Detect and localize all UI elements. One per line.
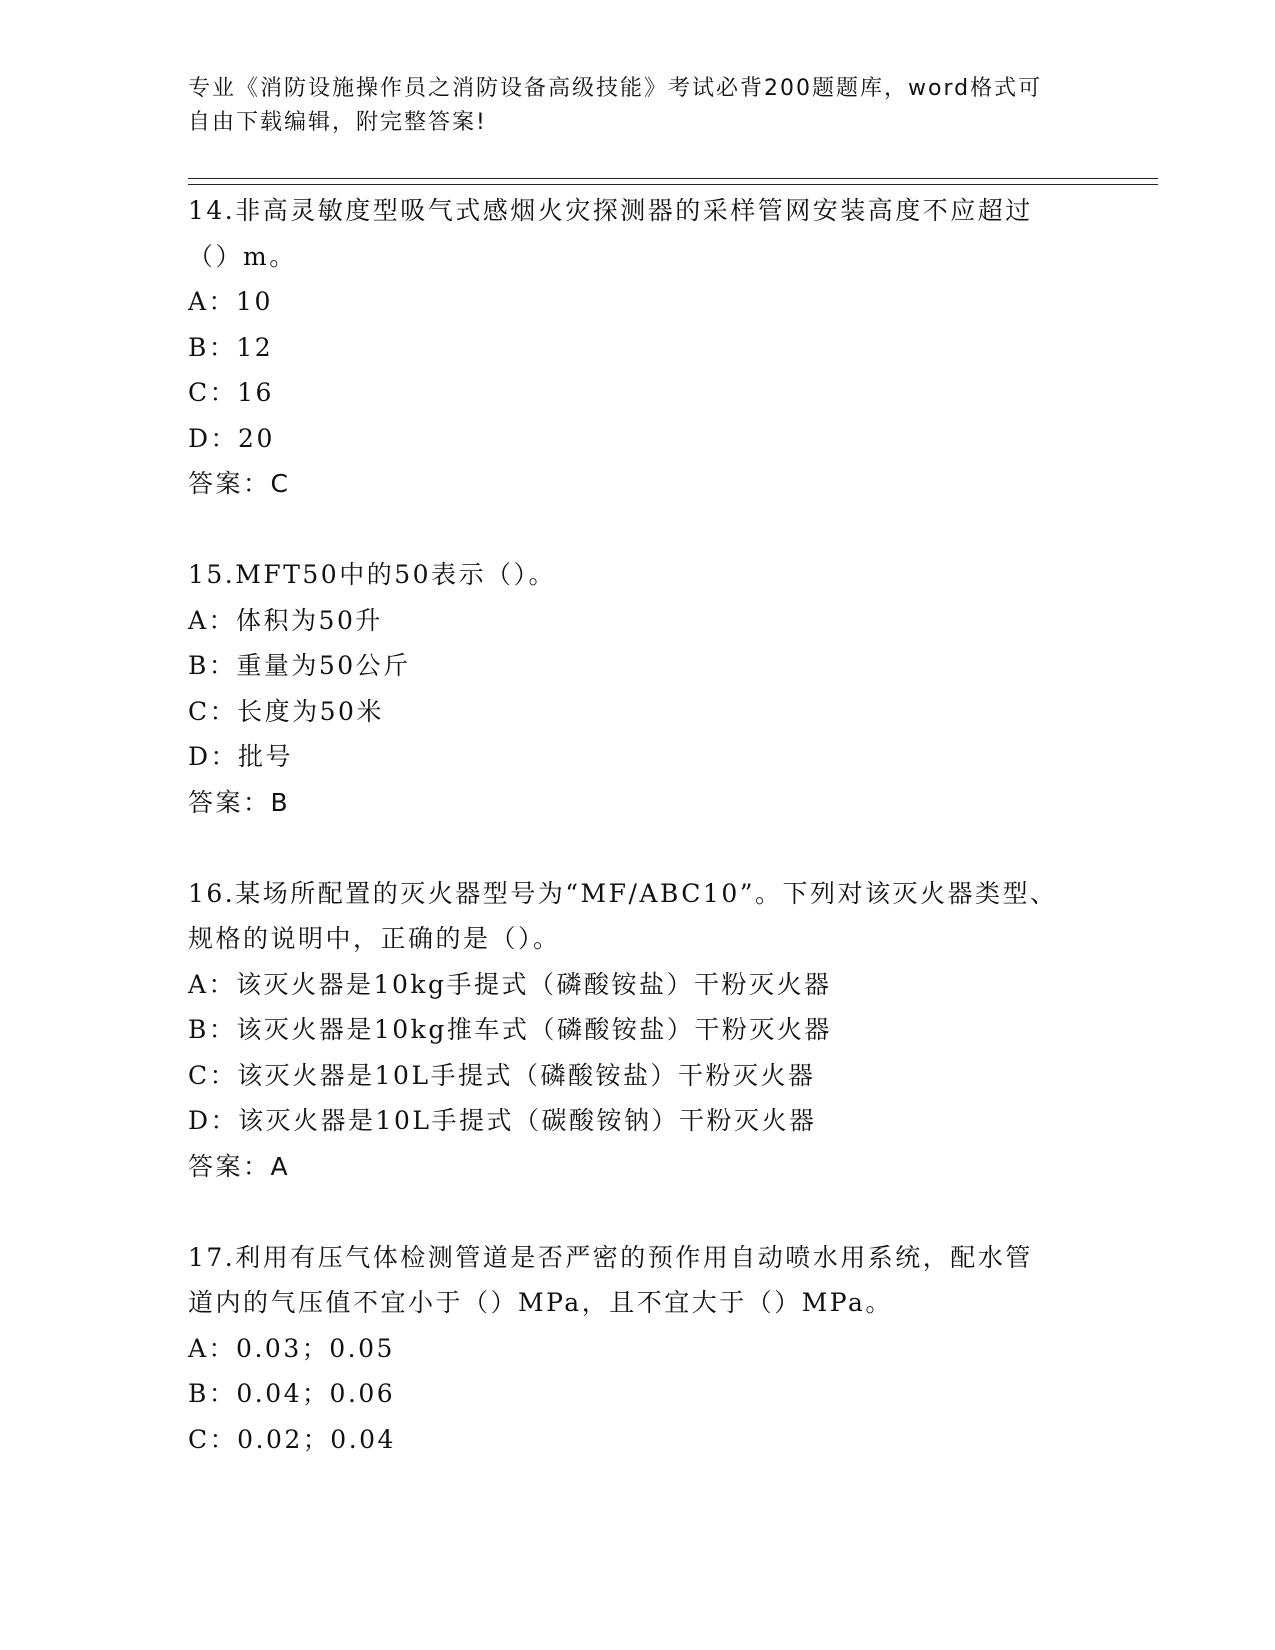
option-c: C：长度为50米 (188, 696, 384, 726)
header-line-2: 自由下载编辑，附完整答案! (188, 110, 487, 135)
answer-line: 答案：B (188, 787, 291, 817)
spacer (188, 1189, 1158, 1235)
question-stem: 14.非高灵敏度型吸气式感烟火灾探测器的采样管网安装高度不应超过 (188, 196, 1033, 225)
question-stem: 15.MFT50中的50表示（）。 (188, 560, 557, 589)
question-stem: 道内的气压值不宜小于（）MPa，且不宜大于（）MPa。 (188, 1288, 893, 1317)
option-a: A：0.03；0.05 (188, 1333, 395, 1363)
spacer (188, 507, 1158, 553)
option-a: A：10 (188, 287, 273, 316)
option-c: C：16 (188, 378, 274, 407)
question-14 (188, 188, 1158, 507)
option-d: D：批号 (188, 742, 294, 771)
option-d: D：该灭火器是10L手提式（碳酸铵钠）干粉灭火器 (188, 1106, 817, 1135)
question-17 (188, 1235, 1158, 1463)
question-stem: 规格的说明中，正确的是（）。 (188, 924, 561, 953)
option-c: C：该灭火器是10L手提式（磷酸铵盐）干粉灭火器 (188, 1060, 816, 1090)
option-a: A：体积为50升 (188, 605, 383, 635)
question-16 (188, 871, 1158, 1190)
question-stem: 16.某场所配置的灭火器型号为“MF/ABC10”。下列对该灭火器类型、 (188, 878, 1058, 908)
header-line-1: 专业《消防设施操作员之消防设备高级技能》考试必背200题题库，word格式可 (188, 76, 1043, 101)
question-stem: 17.利用有压气体检测管道是否严密的预作用自动喷水用系统，配水管 (188, 1242, 1033, 1272)
option-d: D：20 (188, 423, 275, 453)
document-header (188, 72, 1088, 140)
answer-line: 答案：A (188, 1151, 291, 1181)
header-divider-bottom (188, 184, 1158, 185)
question-stem: （）m。 (188, 241, 297, 271)
answer-line: 答案：C (188, 469, 291, 498)
header-divider-top (188, 178, 1158, 179)
option-a: A：该灭火器是10kg手提式（磷酸铵盐）干粉灭火器 (188, 969, 832, 999)
option-c: C：0.02；0.04 (188, 1424, 396, 1454)
option-b: B：该灭火器是10kg推车式（磷酸铵盐）干粉灭火器 (188, 1015, 832, 1044)
option-b: B：重量为50公斤 (188, 651, 411, 680)
spacer (188, 825, 1158, 871)
question-list (188, 188, 1158, 1462)
option-b: B：0.04；0.06 (188, 1379, 396, 1408)
option-b: B：12 (188, 332, 274, 362)
question-15 (188, 552, 1158, 825)
